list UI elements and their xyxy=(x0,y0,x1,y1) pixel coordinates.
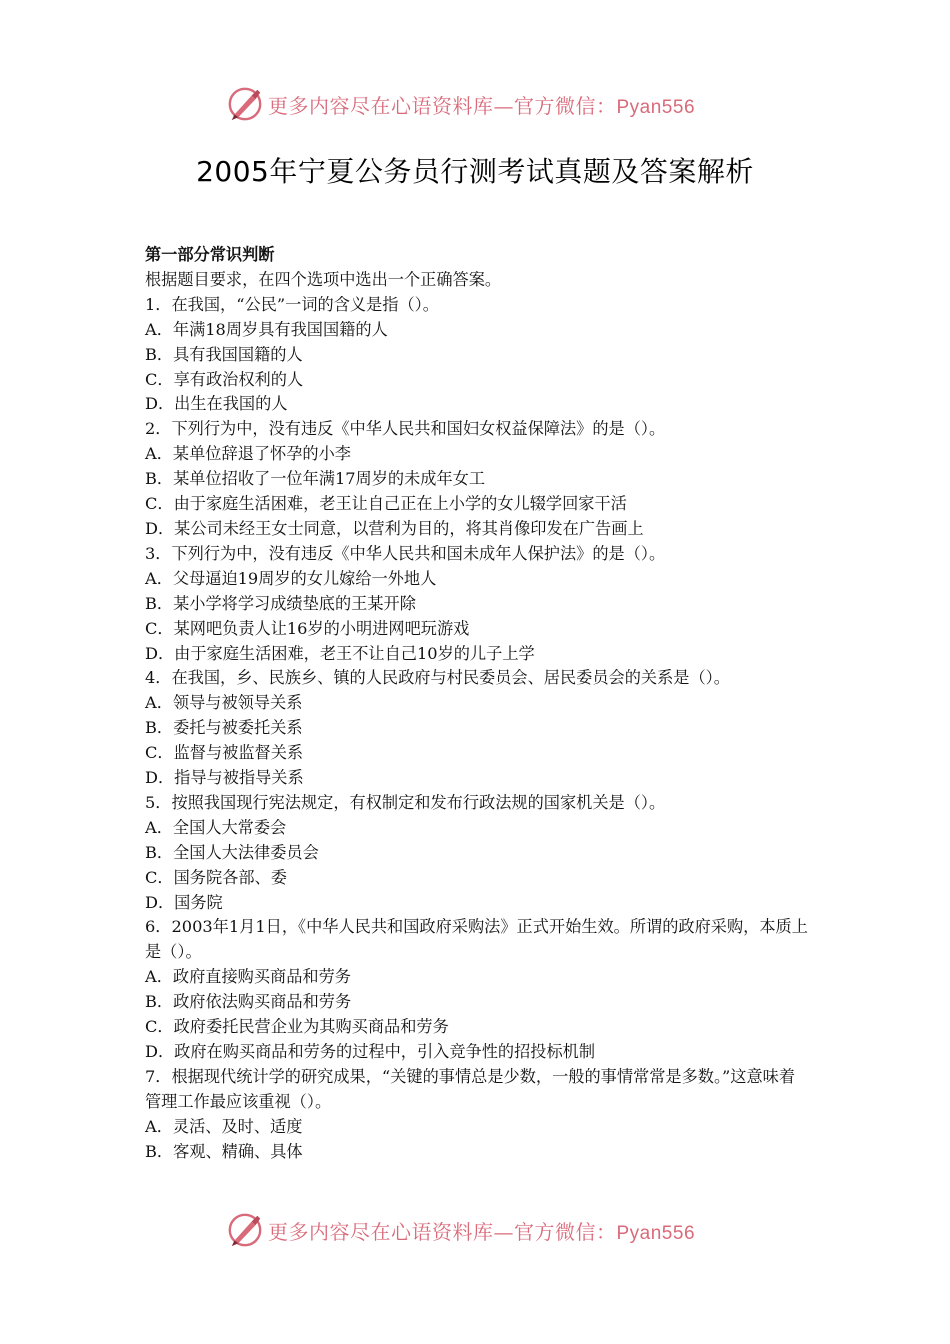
question-line: 3．下列行为中，没有违反《中华人民共和国未成年人保护法》的是（）。 xyxy=(145,543,666,563)
document-body xyxy=(145,243,810,1165)
option-line: C．国务院各部、委 xyxy=(145,867,287,887)
question-line: 2．下列行为中，没有违反《中华人民共和国妇女权益保障法》的是（）。 xyxy=(145,419,666,439)
banner-text: 更多内容尽在心语资料库—官方微信： xyxy=(268,93,617,118)
option-line: A．领导与被领导关系 xyxy=(145,693,303,713)
option-line: A．父母逼迫19周岁的女儿嫁给一外地人 xyxy=(145,568,437,588)
pen-logo-icon xyxy=(226,85,264,123)
banner-text: 更多内容尽在心语资料库—官方微信： xyxy=(268,1219,617,1244)
option-line: A．政府直接购买商品和劳务 xyxy=(145,967,351,987)
pen-logo-icon xyxy=(226,1211,264,1249)
footer-banner xyxy=(226,1210,726,1250)
document-title: 2005年宁夏公务员行测考试真题及答案解析 xyxy=(196,155,754,188)
question-line: 7．根据现代统计学的研究成果，“关键的事情总是少数，一般的事情常常是多数。”这意味着管理工作最应该重视（）。 xyxy=(145,1066,796,1111)
section-heading: 第一部分常识判断 xyxy=(145,245,275,264)
option-line: B．全国人大法律委员会 xyxy=(145,842,319,862)
banner-wechat-id: Pyan556 xyxy=(616,1222,696,1244)
option-line: C．监督与被监督关系 xyxy=(145,743,304,763)
option-line: B．委托与被委托关系 xyxy=(145,718,303,738)
option-line: D．国务院 xyxy=(145,892,223,912)
section-instruction: 根据题目要求，在四个选项中选出一个正确答案。 xyxy=(145,269,502,289)
banner-wechat-id: Pyan556 xyxy=(616,96,696,118)
question-line: 5．按照我国现行宪法规定，有权制定和发布行政法规的国家机关是（）。 xyxy=(145,792,666,812)
option-line: D．政府在购买商品和劳务的过程中，引入竞争性的招投标机制 xyxy=(145,1042,596,1061)
header-banner xyxy=(226,84,726,124)
option-line: C．由于家庭生活困难，老王让自己正在上小学的女儿辍学回家干活 xyxy=(145,494,627,514)
option-line: A．全国人大常委会 xyxy=(145,817,287,837)
option-line: D．指导与被指导关系 xyxy=(145,768,304,788)
option-line: B．某小学将学习成绩垫底的王某开除 xyxy=(145,593,416,613)
option-line: C．政府委托民营企业为其购买商品和劳务 xyxy=(145,1017,449,1037)
option-line: D．出生在我国的人 xyxy=(145,394,288,414)
question-line: 1．在我国，“公民”一词的含义是指（）。 xyxy=(145,294,439,314)
option-line: D．由于家庭生活困难，老王不让自己10岁的儿子上学 xyxy=(145,643,535,663)
option-line: B．某单位招收了一位年满17周岁的未成年女工 xyxy=(145,469,486,489)
question-line: 6．2003年1月1日，《中华人民共和国政府采购法》正式开始生效。所谓的政府采购，本质上是（）。 xyxy=(145,917,808,962)
option-line: B．政府依法购买商品和劳务 xyxy=(145,992,352,1012)
option-line: B．客观、精确、具体 xyxy=(145,1141,303,1161)
option-line: B．具有我国国籍的人 xyxy=(145,344,303,364)
option-line: A．某单位辞退了怀孕的小李 xyxy=(145,444,351,464)
option-line: C．某网吧负责人让16岁的小明进网吧玩游戏 xyxy=(145,618,470,638)
option-line: A．灵活、及时、适度 xyxy=(145,1116,303,1136)
option-line: C．享有政治权利的人 xyxy=(145,369,304,389)
question-line: 4．在我国，乡、民族乡、镇的人民政府与村民委员会、居民委员会的关系是（）。 xyxy=(145,668,730,688)
option-line: D．某公司未经王女士同意，以营利为目的，将其肖像印发在广告画上 xyxy=(145,518,644,538)
option-line: A．年满18周岁具有我国国籍的人 xyxy=(145,319,388,339)
